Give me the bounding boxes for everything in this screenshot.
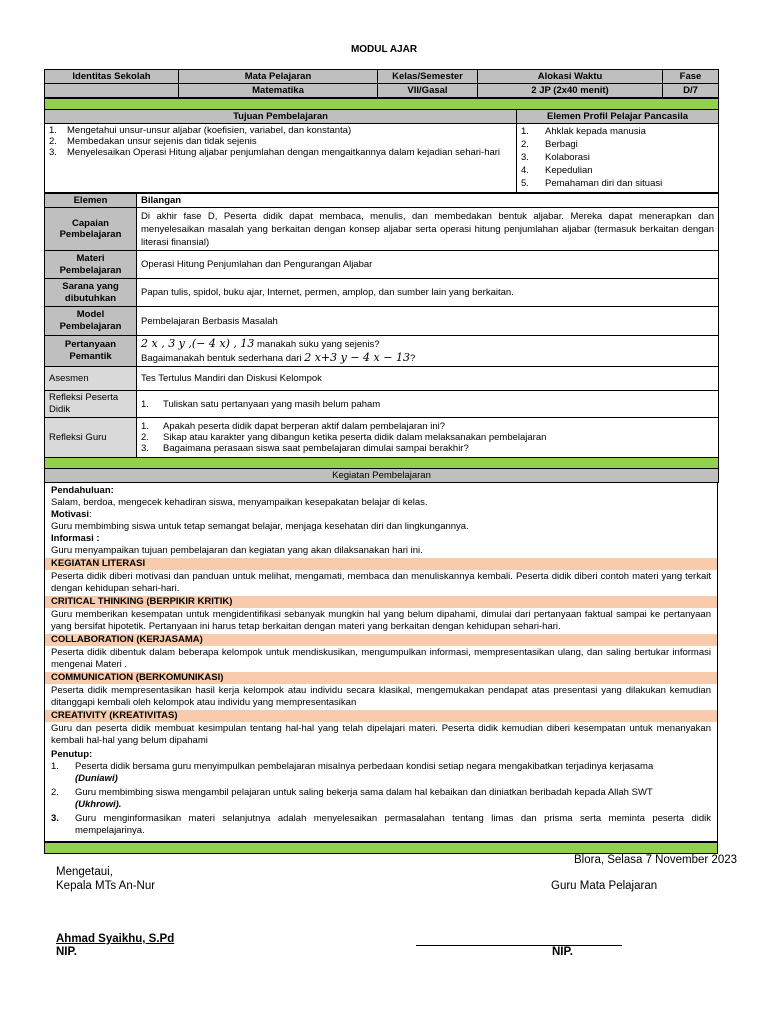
- pendahuluan-label: Pendahuluan:: [51, 485, 114, 496]
- list-item: 1. Peserta didik bersama guru menyimpulkan pembelajaran misalnya perbedaan kondisi setiap negara mengakibatkan terjadinya kerjasama (Duniawi): [51, 761, 654, 784]
- list-item: 3. Bagaimana perasaan siswa saat pembelajaran dimulai sampai berakhir?: [141, 443, 469, 454]
- tujuan-header: Tujuan Pembelajaran: [45, 110, 517, 124]
- list-item: 2. Membedakan unsur sejenis dan tidak sejenis: [49, 136, 257, 147]
- list-item: 4. Kepedulian: [521, 165, 593, 176]
- materi-value: Operasi Hitung Penjumlahan dan Pengurangan Aljabar: [137, 251, 719, 279]
- place-date: Blora, Selasa 7 November 2023: [574, 854, 738, 866]
- value-kelas: VII/Gasal: [378, 84, 478, 98]
- creat-text: Guru dan peserta didik membuat kesimpulan tentang hal-hal yang telah dipelajari materi. Peserta didik kemudian diberi kesempatan untuk menanyakan kembali hal-hal yang belum dipahami: [51, 723, 711, 746]
- list-item: 1. Mengetahui unsur-unsur aljabar (koefisien, variabel, dan konstanta): [49, 125, 352, 136]
- list-item: 2. Sikap atau karakter yang dibangun ketika peserta didik dalam melaksanakan pembelajaran: [141, 432, 547, 443]
- critical-text: Guru memberikan kesempatan untuk mengidentifikasi sebanyak mungkin hal yang belum dipahami, dimulai dari pertanyaan faktual sampai ke pertanyaan yang bersifat hipotetik. Pertanyaan ini harus tetap berkaitan dengan materi yang berkaitan dengan kehidupan sehari-hari.: [51, 609, 711, 632]
- creat-band: CREATIVITY (KREATIVITAS): [45, 710, 717, 722]
- literasi-text: Peserta didik diberi motivasi dan panduan untuk melihat, mengamati, membaca dan menuliskannya kembali. Peserta didik diberi contoh materi yang terkait dengan kehidupan sehari-hari.: [51, 571, 711, 594]
- critical-band: CRITICAL THINKING (BERPIKIR KRITIK): [45, 596, 717, 608]
- refleksi-guru-label: Refleksi Guru: [45, 418, 137, 458]
- collab-band: COLLABORATION (KERJASAMA): [45, 634, 717, 646]
- collab-text: Peserta didik dibentuk dalam beberapa kelompok untuk mendiskusikan, mengumpulkan informasi, mempresentasikan ulang, dan saling bertukar informasi mengenai Materi .: [51, 647, 711, 670]
- elemen-label: Elemen: [45, 194, 137, 208]
- green-divider: [45, 99, 719, 110]
- list-item: 1. Tuliskan satu pertanyaan yang masih belum paham: [141, 398, 381, 410]
- green-divider: [45, 458, 719, 469]
- sarana-label: Sarana yang dibutuhkan: [45, 279, 137, 307]
- kepala-name: Ahmad Syaikhu, S.Pd: [56, 933, 175, 945]
- capaian-label: Capaian Pembelajaran: [45, 208, 137, 251]
- informasi-text: Guru menyampaikan tujuan pembelajaran dan kegiatan yang akan dilaksanakan hari ini.: [51, 545, 423, 556]
- sarana-value: Papan tulis, spidol, buku ajar, Internet, permen, amplop, dan sumber lain yang berkaitan.: [137, 279, 719, 307]
- materi-label: Materi Pembelajaran: [45, 251, 137, 279]
- motivasi-text: Guru membimbing siswa untuk tetap semangat belajar, menjaga kesehatan diri dan lingkungannya.: [51, 521, 469, 532]
- pertanyaan-label: Pertanyaan Pemantik: [45, 336, 137, 367]
- list-item: 1. Ahklak kepada manusia: [521, 126, 646, 137]
- value-identitas: [45, 84, 179, 98]
- literasi-band: KEGIATAN LITERASI: [45, 558, 717, 570]
- header-fase: Fase: [663, 70, 719, 84]
- profil-list: [521, 125, 714, 190]
- list-item: 2. Guru membimbing siswa mengambil pelajaran untuk saling bekerja sama dalam hal kebaikan dan diniatkan beribadah kepada Allah SWT (Ukhrowi).: [51, 787, 653, 810]
- value-alokasi: 2 JP (2x40 menit): [478, 84, 663, 98]
- motivasi-label: Motivasi: [51, 509, 90, 520]
- tujuan-table: [44, 98, 719, 193]
- pertanyaan-value: 2 x , 3 y ,(− 4 x) , 13 manakah suku yang sejenis? Bagaimanakah bentuk sederhana dari 2 x+3 y − 4 x − 13?: [137, 336, 719, 367]
- mengetahui-text: Mengetaui,: [56, 866, 113, 878]
- kegiatan-header: Kegiatan Pembelajaran: [45, 469, 719, 483]
- identity-table: [44, 69, 719, 98]
- pertanyaan-math-2: 2 x+3 y − 4 x − 13: [304, 351, 410, 364]
- penutup-label: Penutup:: [51, 749, 93, 760]
- detail-table: [44, 193, 719, 483]
- green-divider: [45, 843, 718, 854]
- list-item: 3. Kolaborasi: [521, 152, 590, 163]
- header-mapel: Mata Pelajaran: [179, 70, 378, 84]
- document-title: MODUL AJAR: [350, 44, 418, 55]
- header-kelas: Kelas/Semester: [378, 70, 478, 84]
- model-label: Model Pembelajaran: [45, 307, 137, 336]
- guru-title: Guru Mata Pelajaran: [551, 880, 658, 892]
- asesmen-label: Asesmen: [45, 367, 137, 391]
- kegiatan-section: Pendahuluan: Salam, berdoa, mengecek kehadiran siswa, menyampaikan kesepakatan belajar di kelas. Motivasi: Guru membimbing siswa untuk tetap semangat belajar, menjaga kesehatan diri dan lingkungannya. Informasi : Guru menyampaikan tujuan pembelajaran dan kegiatan yang akan dilaksanakan hari ini. KEGIATAN LITERASI Peserta didik diberi motivasi dan panduan untuk melihat, mengamati, membaca dan menuliskannya kembali. Peserta didik diberi contoh materi yang terkait dengan kehidupan sehari-hari. CRITICAL THINKING (BERPIKIR KRITIK) Guru memberikan kesempatan untuk mengidentifikasi sebanyak mungkin hal yang belum dipahami, dimulai dari pertanyaan faktual sampai ke pertanyaan yang bersifat hipotetik. Pertanyaan ini harus tetap berkaitan dengan materi yang berkaitan dengan kehidupan sehari-hari. COLLABORATION (KERJASAMA) Peserta didik dibentuk dalam beberapa kelompok untuk mendiskusikan, mengumpulkan informasi, mempresentasikan ulang, dan saling bertukar informasi mengenai Materi . COMMUNICATION (BERKOMUNIKASI) Peserta didik mempresentasikan hasil kerja kelompok atau individu secara klasikal, mengemukakan pendapat atas presentasi yang dilakukan kemudian ditanggapi kembali oleh kelompok atau individu yang mempresentasikan CREATIVITY (KREATIVITAS) Guru dan peserta didik membuat kesimpulan tentang hal-hal yang telah dipelajari materi. Peserta didik kemudian diberi kesempatan untuk menanyakan kembali hal-hal yang belum dipahami Penutup: 1. Peserta didik bersama guru menyimpulkan pembelajaran misalnya perbedaan kondisi setiap negara mengakibatkan terjadinya kerjasama (Duniawi) 2. Guru membimbing siswa mengambil pelajaran untuk saling bekerja sama dalam hal kebaikan dan diniatkan beribadah kepada Allah SWT (Ukhrowi). 3. Guru menginformasikan materi selanjutnya adalah menyelesaikan permasalahan tentang limas dan prisma serta meminta peserta didik mempelajarinya.: [44, 483, 718, 842]
- pertanyaan-math-1: 2 x , 3 y ,(− 4 x) , 13: [141, 337, 255, 350]
- comm-band: COMMUNICATION (BERKOMUNIKASI): [45, 672, 717, 684]
- pendahuluan-text: Salam, berdoa, mengecek kehadiran siswa, menyampaikan kesepakatan belajar di kelas.: [51, 497, 428, 508]
- profil-header: Elemen Profil Pelajar Pancasila: [517, 110, 719, 124]
- informasi-label: Informasi :: [51, 533, 100, 544]
- signature-line: [416, 945, 622, 946]
- header-alokasi: Alokasi Waktu: [478, 70, 663, 84]
- elemen-value: Bilangan: [137, 194, 719, 208]
- tujuan-list: [49, 125, 512, 158]
- asesmen-value: Tes Tertulus Mandiri dan Diskusi Kelompok: [137, 367, 719, 391]
- refleksi-guru-list: [141, 421, 714, 454]
- value-fase: D/7: [663, 84, 719, 98]
- list-item: 3. Guru menginformasikan materi selanjutnya adalah menyelesaikan permasalahan tentang limas dan prisma serta meminta peserta didik mempelajarinya.: [51, 813, 711, 836]
- nip-right: NIP.: [552, 946, 573, 958]
- list-item: 1. Apakah peserta didik dapat berperan aktif dalam pembelajaran ini?: [141, 421, 446, 432]
- kepala-title: Kepala MTs An-Nur: [56, 880, 156, 892]
- list-item: 5. Pemahaman diri dan situasi: [521, 178, 663, 189]
- model-value: Pembelajaran Berbasis Masalah: [137, 307, 719, 336]
- penutup-list: [51, 761, 711, 837]
- header-identitas: Identitas Sekolah: [45, 70, 179, 84]
- refleksi-siswa-list: [141, 399, 714, 410]
- nip-left: NIP.: [56, 946, 77, 958]
- comm-text: Peserta didik mempresentasikan hasil kerja kelompok atau individu secara klasikal, mengemukakan pendapat atas presentasi yang dilakukan kemudian ditanggapi kembali oleh kelompok atau individu yang mempresentasikan: [51, 685, 711, 708]
- capaian-value: Di akhir fase D, Peserta didik dapat membaca, menulis, dan membedakan bentuk aljabar. Mereka dapat menerapkan dan menyelesaikan masalah yang berkaitan dengan konsep aljabar serta operasi hitung penjumlahan aljabar (termasuk berkaitan dengan literasi finansial): [137, 208, 719, 251]
- list-item: 2. Berbagi: [521, 139, 578, 150]
- refleksi-siswa-label: Refleksi Peserta Didik: [45, 391, 137, 418]
- module-frame: [44, 69, 718, 854]
- value-mapel: Matematika: [179, 84, 378, 98]
- bottom-divider-table: [44, 842, 718, 854]
- list-item: 3. Menyelesaikan Operasi Hitung aljabar penjumlahan dengan mengaitkannya dalam kejadian sehari-hari: [49, 147, 501, 158]
